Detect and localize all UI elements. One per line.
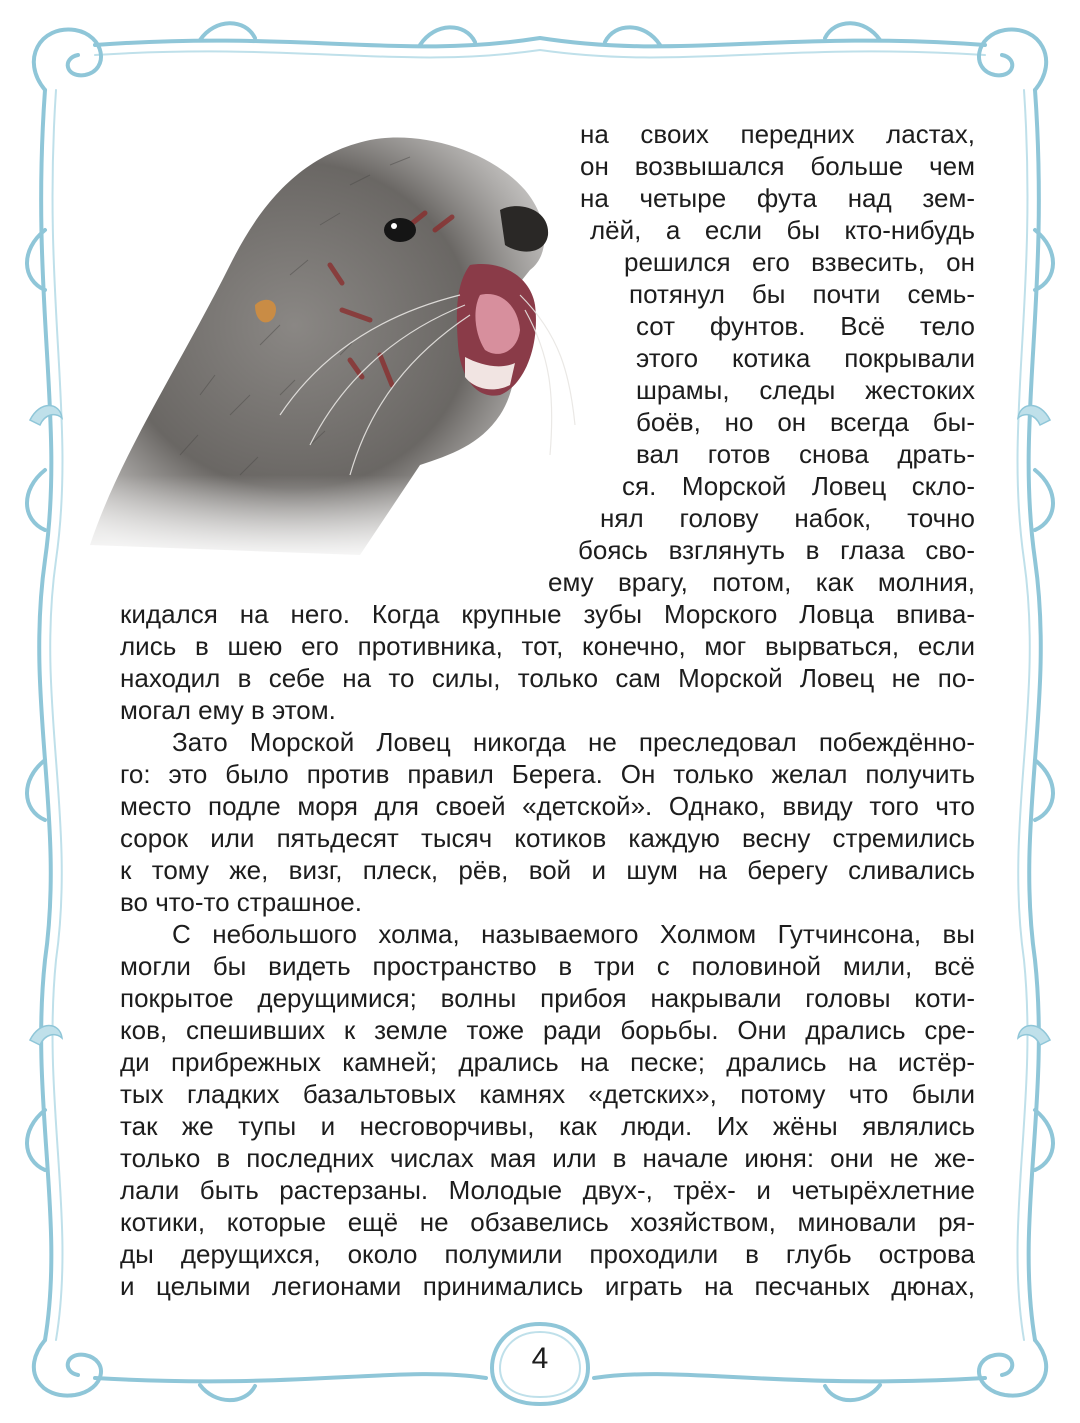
text-line: сот фунтов. Всё тело xyxy=(636,311,975,341)
text-line: так же тупы и несговорчивы, как люди. Их жёны являлись xyxy=(120,1111,975,1141)
text-line: Зато Морской Ловец никогда не преследовал побеждённо- xyxy=(172,727,975,757)
text-line: на своих передних ластах, xyxy=(580,119,975,149)
text-line: боёв, но он всегда бы- xyxy=(636,407,975,437)
text-line: сорок или пятьдесят тысяч котиков каждую весну стремились xyxy=(120,823,975,853)
text-line: лёй, а если бы кто-нибудь xyxy=(590,215,975,245)
text-line: решился его взвесить, он xyxy=(624,247,975,277)
text-line: потянул бы почти семь- xyxy=(629,279,975,309)
seal-head-illustration xyxy=(80,95,580,565)
text-line: ся. Морской Ловец скло- xyxy=(622,471,975,501)
text-line: и целыми легионами принимались играть на песчаных дюнах, xyxy=(120,1271,975,1301)
text-line: го: это было против правил Берега. Он только желал получить xyxy=(120,759,975,789)
text-line: тых гладких базальтовых камнях «детских», потому что были xyxy=(120,1079,975,1109)
text-line: находил в себе на то силы, только сам Морской Ловец не по- xyxy=(120,663,975,693)
text-line: на четыре фута над зем- xyxy=(580,183,975,213)
text-line: он возвышался больше чем xyxy=(580,151,975,181)
text-line: место подле моря для своей «детской». Однако, ввиду того что xyxy=(120,791,975,821)
text-line: могли бы видеть пространство в три с половиной мили, всё xyxy=(120,951,975,981)
text-line: нял голову набок, точно xyxy=(600,503,975,533)
text-line: ему врагу, потом, как молния, xyxy=(548,567,975,597)
text-line: ков, спешивших к земле тоже ради борьбы. Они дрались сре- xyxy=(120,1015,975,1045)
text-line: С небольшого холма, называемого Холмом Гутчинсона, вы xyxy=(172,919,975,949)
text-line: во что-то страшное. xyxy=(120,887,362,917)
text-line: лись в шею его противника, тот, конечно, мог вырваться, если xyxy=(120,631,975,661)
text-line: боясь взглянуть в глаза сво- xyxy=(578,535,975,565)
text-line: покрытое дерущимися; волны прибоя накрывали головы коти- xyxy=(120,983,975,1013)
text-line: шрамы, следы жестоких xyxy=(636,375,975,405)
text-line: вал готов снова драть- xyxy=(636,439,975,469)
text-line: лали быть растерзаны. Молодые двух-, трёх- и четырёхлетние xyxy=(120,1175,975,1205)
text-line: ди прибрежных камней; дрались на песке; дрались на истёр- xyxy=(120,1047,975,1077)
text-line: этого котика покрывали xyxy=(636,343,975,373)
page-number: 4 xyxy=(531,1342,549,1375)
text-line: только в последних числах мая или в начале июня: они не же- xyxy=(120,1143,975,1173)
text-line: могал ему в этом. xyxy=(120,695,336,725)
text-line: ды дерущихся, около полумили проходили в глубь острова xyxy=(120,1239,975,1269)
text-line: к тому же, визг, плеск, рёв, вой и шум на берегу сливались xyxy=(120,855,975,885)
text-line: котики, которые ещё не обзавелись хозяйством, миновали ря- xyxy=(120,1207,975,1237)
text-line: кидался на него. Когда крупные зубы Морского Ловца впива- xyxy=(120,599,975,629)
